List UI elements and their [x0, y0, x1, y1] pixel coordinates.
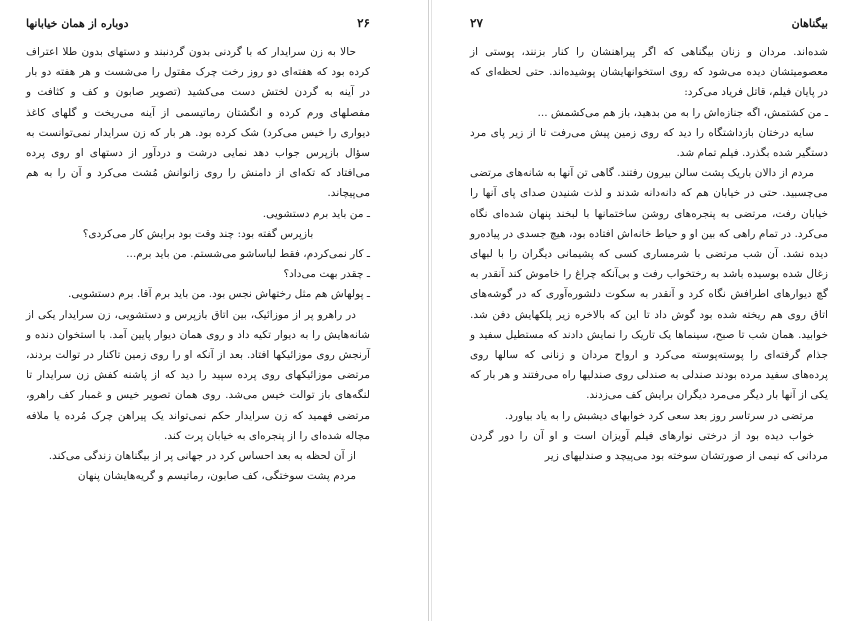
left-running-title: دوباره از همان خیابانها	[26, 17, 129, 30]
right-running-head	[470, 16, 828, 36]
paragraph: خواب دیده بود از درختی نوارهای فیلم آویزان است و او آن را دور گردن مردانی که نیمی از صورتشان سوخته بود می‌پیچد و صندلیهای زیر	[470, 429, 828, 463]
paragraph: در راهرو پر از موزائیک، بین اتاق بازپرس و دستشویی، زن سرایدار یکی از شانه‌هایش را به دیوار تکیه داد و روی همان دیوار پایین آمد. با استخوان دنده و آرنجش روی موزائیکها افتاد. بعد از آنکه او را روی زمین تاکنار در توالت بردند، مرتضی موزائیکهای روی پرده سپید را دید که از پاشنه کفش زن سرایدار تا لنگه‌های باز توالت خیس می‌شد. روی همان تصویر خیس و غمبار کف راهرو، مرتضی فهمید که زن سرایدار حکم نمی‌تواند یک پیراهن چرک مُرده یا ملافه مچاله شده‌ای را از پنجره‌ای به خیابان پرت کند.	[26, 308, 370, 442]
left-body-text	[26, 42, 370, 486]
paragraph: بازپرس گفته بود: چند وقت بود برایش کار می‌کردی؟	[82, 227, 314, 240]
paragraph: مرتضی در سرتاسر روز بعد سعی کرد خوابهای دیشبش را به یاد بیاورد.	[504, 409, 814, 422]
paragraph: ـ پولهاش هم مثل رختهاش نجس بود. من باید برم آقا. برم دستشویی.	[67, 288, 370, 301]
book-gutter	[428, 0, 429, 621]
left-running-head	[26, 16, 370, 36]
right-page	[432, 0, 858, 621]
paragraph: مردم از دالان باریک پشت سالن بیرون رفتند. گاهی تن آنها به شانه‌های مرتضی می‌چسبید. حتی در خیابان هم که دانه‌دانه شدند و لذت شنیدن صدای پای آنها را خیابان رفت، مرتضی به پنجره‌های روشن ساختمانها با لبخند پنهان شده‌ای نگاه می‌کرد. در تمام راهی که بین او و حیاط خانه‌اش افتاده بود، هیچ جسدی در پیاده‌رو دیده نشد. آن شب مرتضی با شرمساری کسی که پشیمانی دیگران را با لبهای زغال شده بوسیده باشد به رختخواب رفت و بی‌آنکه چراغ را خاموش کند آنقدر به گچ دیوارهای اطرافش نگاه کرد و آنقدر به سکوت دلشوره‌آوری که در گوشه‌های اتاق روی هم ریخته شده بود گوش داد تا این که بالاخره زیر پلکهایش دفن شد. خوابید. همان شب تا صبح، سینماها یک تاریک را نمایش دادند که مستطیل سفید و جذام گرفته‌ای را پوسته‌پوسته می‌کرد و ارواح مردان و زنانی که سالها روی پرده‌های سفید مرده بودند صندلی به صندلی روی صندلیها راه می‌رفتند و هر بار که یکی از آنها بار دیگر می‌مرد دیگران برایش کف می‌زدند.	[470, 167, 828, 402]
right-body-text	[470, 42, 828, 466]
paragraph: ـ من کشتمش، اگه جنازه‌اش را به من بدهید، باز هم می‌کشمش ...	[537, 106, 828, 119]
right-running-title: بیگناهان	[791, 17, 828, 30]
paragraph: از آن لحظه به بعد احساس کرد در جهانی پر از بیگناهان زندگی می‌کند.	[48, 450, 356, 463]
paragraph: شده‌اند. مردان و زنان بیگناهی که اگر پیراهنشان را کنار بزنند، پوستی از معصومیتشان دیده می‌شود که روی استخوانهایشان پوشیده‌اند. حتی لحظه‌ای که در پایان فیلم، قاتل فریاد می‌کرد:	[470, 46, 828, 99]
left-page-number: ۲۶	[357, 16, 370, 30]
paragraph: ـ چقدر بهت می‌داد؟	[283, 268, 370, 281]
left-page	[0, 0, 428, 621]
right-page-number: ۲۷	[470, 16, 483, 30]
paragraph: ـ من باید برم دستشویی.	[262, 207, 370, 220]
paragraph: مردم پشت سوختگی، کف صابون، رماتیسم و گریه‌هایشان پنهان	[77, 470, 356, 483]
paragraph: ـ کار نمی‌کردم، فقط لباساشو می‌شستم. من باید برم...	[126, 248, 370, 261]
paragraph: حالا به زن سرایدار که با گردنی بدون گردنبند و دستهای بدون طلا اعتراف کرده بود که هفته‌ای دو روز رخت چرک مقتول را می‌شست و هر هفته دو بار در آینه به گردن لختش دست می‌کشید (تصویر صابون و کف و کثافت و مفصلهای ورم کرده و انگشتان رماتیسمی از آینه می‌ریخت و گلهای کاغذ دیواری را خیس می‌کرد) شک کرده بود. هر بار که زن سرایدار نمی‌توانست به سؤال بازپرس جواب دهد نمایی درشت و درد‌آور از دستهای او روی پرده می‌افتاد که تکه‌ای از دامنش را روی زانوانش مُشت می‌کرد و آن را به هم می‌پیچاند.	[26, 46, 370, 200]
paragraph: سایه درختان بازداشتگاه را دید که روی زمین پیش می‌رفت تا از زیر پای مرد دستگیر شده بگذرد. فیلم تمام شد.	[470, 126, 828, 160]
